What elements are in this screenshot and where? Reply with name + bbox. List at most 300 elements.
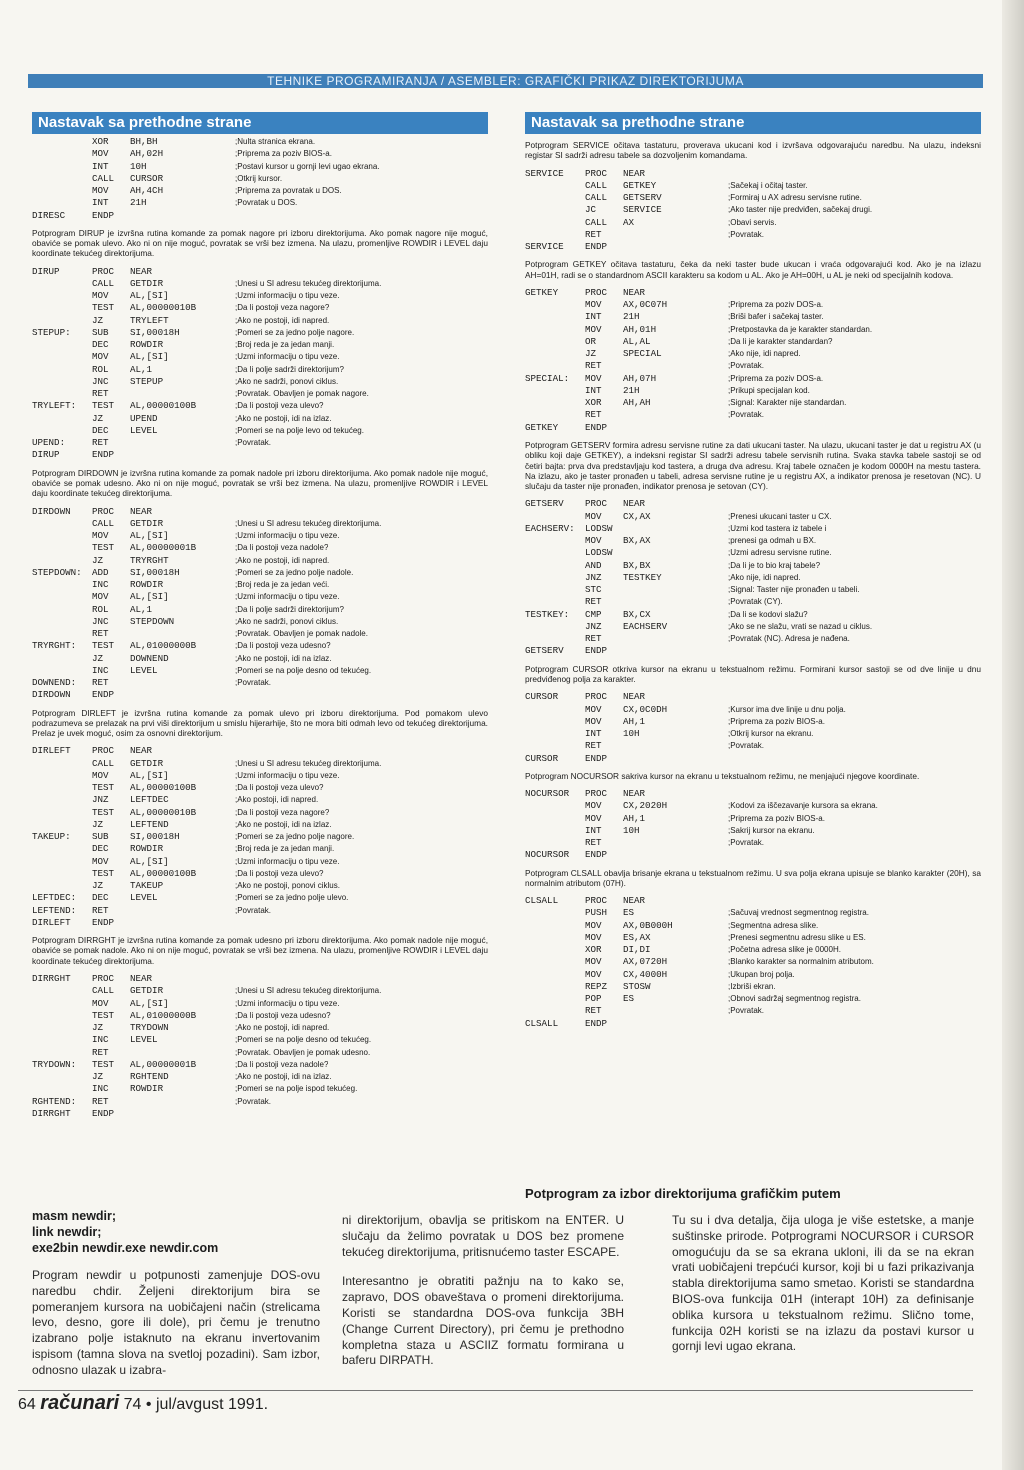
code-label [525, 932, 585, 944]
code-line [32, 197, 488, 209]
code-line [32, 364, 488, 376]
code-label [32, 628, 92, 640]
code-line [525, 535, 981, 547]
code-comment: ;Signal: Karakter nije standardan. [728, 398, 847, 408]
code-label [525, 311, 585, 323]
code-comment: ;Povratak (NC). Adresa je nađena. [728, 634, 850, 644]
code-opcode: INT [585, 384, 602, 396]
code-opcode: TEST [92, 400, 115, 412]
code-operand: AX,0C07H [623, 299, 668, 311]
code-opcode: MOV [585, 800, 602, 812]
code-line [525, 633, 981, 645]
code-operand: RGHTEND [130, 1071, 169, 1083]
code-line [525, 800, 981, 812]
code-line [525, 691, 981, 703]
code-label: NOCURSOR [525, 849, 570, 861]
code-operand: GETDIR [130, 757, 164, 769]
code-line [525, 229, 981, 241]
code-opcode: RET [585, 409, 602, 421]
code-label [32, 425, 92, 437]
code-opcode: OR [585, 335, 597, 347]
code-comment: ;Postavi kursor u gornji levi ugao ekrana. [235, 161, 380, 171]
code-listing [525, 498, 981, 657]
right-column [525, 112, 981, 1182]
code-comment: ;Ako ne postoji, idi na izlaz. [235, 1072, 332, 1082]
code-label [32, 653, 92, 665]
code-line [32, 1108, 488, 1120]
code-operand: SI,00018H [130, 326, 180, 338]
paragraph: Potprogram DIRLEFT je izvršna rutina komande za pomak ulevo pri izboru direktorijuma. Pod pomakom ulevo podrazumeva se prelazak na prvi viši direktorijum u smislu hijerarhije, što ne mora biti odmah levo od tekućeg direktorijuma. Prelaz je uvek moguć, osim za osnovni direktorijum. [32, 707, 488, 739]
code-opcode: ENDP [92, 1107, 115, 1119]
code-operand: AL,AL [623, 335, 651, 347]
code-label [32, 843, 92, 855]
code-operand [130, 689, 235, 701]
code-label [525, 837, 585, 849]
code-operand: CX,4000H [623, 968, 668, 980]
code-comment: ;Povratak. [235, 1096, 272, 1106]
code-operand: ES [623, 993, 635, 1005]
code-line [32, 1083, 488, 1095]
code-comment: ;Povratak. [728, 361, 765, 371]
code-operand: AH,07H [623, 372, 657, 384]
code-line [525, 287, 981, 299]
code-opcode: DEC [92, 339, 109, 351]
code-comment: ;Prenesi ukucani taster u CX. [728, 511, 832, 521]
code-operand: NEAR [623, 498, 646, 510]
code-label: SPECIAL: [525, 372, 570, 384]
code-operand: CURSOR [130, 172, 164, 184]
footer-divider [18, 1390, 973, 1391]
code-opcode: ENDP [585, 752, 608, 764]
code-listing [525, 691, 981, 765]
code-operand: NEAR [623, 895, 646, 907]
code-operand: TESTKEY [623, 571, 662, 583]
code-line [32, 351, 488, 363]
code-comment: ;Priprema za poziv BIOS-a. [235, 149, 332, 159]
code-comment: ;Pomeri se na polje levo od tekućeg. [235, 425, 364, 435]
code-line [32, 339, 488, 351]
code-operand: ROWDIR [130, 1083, 164, 1095]
code-line [32, 290, 488, 302]
code-opcode: TEST [92, 542, 115, 554]
code-operand: 21H [130, 197, 147, 209]
code-comment: ;Ako ne postoji, idi na izlaz. [235, 653, 332, 663]
code-line [32, 1047, 488, 1059]
code-line [32, 173, 488, 185]
code-operand [623, 753, 728, 765]
code-line [525, 825, 981, 837]
code-line [525, 192, 981, 204]
code-comment: ;Da li polje sadrži direktorijum? [235, 364, 344, 374]
code-label: CLSALL [525, 895, 559, 907]
code-comment: ;Povratak. [235, 678, 272, 688]
code-line [525, 1018, 981, 1030]
code-comment: ;Da li polje sadrži direktorijum? [235, 604, 344, 614]
code-opcode: RET [92, 1046, 109, 1058]
code-label [32, 856, 92, 868]
code-operand: NEAR [130, 973, 153, 985]
code-label: SERVICE [525, 241, 564, 253]
command-line: exe2bin newdir.exe newdir.com [32, 1241, 219, 1255]
code-comment: ;Uzmi informaciju o tipu veze. [235, 291, 340, 301]
page-footer [18, 1392, 268, 1415]
code-operand: STEPUP [130, 375, 164, 387]
code-operand [130, 917, 235, 929]
code-opcode: CMP [585, 608, 602, 620]
code-comment: ;Ako ne sadrži, ponovi ciklus. [235, 616, 339, 626]
code-label [32, 555, 92, 567]
code-comment: ;Ako nije, idi napred. [728, 349, 801, 359]
code-comment: ;Ako ne postoji, idi na izlaz. [235, 413, 332, 423]
code-operand: NEAR [623, 788, 646, 800]
code-opcode: PROC [92, 745, 115, 757]
code-opcode: LODSW [585, 522, 613, 534]
code-label [525, 229, 585, 241]
right-column-blocks [525, 140, 981, 1030]
code-comment: ;Uzmi informaciju o tipu veze. [235, 856, 340, 866]
code-label [525, 1005, 585, 1017]
code-label [525, 969, 585, 981]
code-line [32, 892, 488, 904]
code-operand [130, 1108, 235, 1120]
code-comment: ;Pomeri se na polje desno od tekućeg. [235, 665, 372, 675]
code-line [525, 944, 981, 956]
code-operand: AH,4CH [130, 185, 164, 196]
code-operand: AL,00000100B [130, 782, 197, 794]
code-opcode: MOV [92, 351, 109, 363]
code-listing [525, 287, 981, 434]
code-opcode: MOV [585, 715, 602, 727]
code-operand: AL,[SI] [130, 591, 169, 603]
code-opcode: TEST [92, 867, 115, 879]
code-operand [623, 584, 728, 596]
code-opcode: TEST [92, 1009, 115, 1021]
code-comment: ;Povratak. Obavljen je pomak udesno. [235, 1047, 371, 1057]
code-label [32, 998, 92, 1010]
code-opcode: TEST [92, 302, 115, 314]
code-comment: ;Povratak. [728, 410, 765, 420]
code-label [32, 542, 92, 554]
paragraph: Interesantno je obratiti pažnju na to kako se, zapravo, DOS obaveštava o promeni direktorijuma. Koristi se standardna DOS-ova funkcija 3BH (Change Current Directory), pri čemu je prethodno kompletna staza u ASCIIZ formatu formirana u baferu DIRPATH. [342, 1274, 624, 1368]
code-comment: ;Unesi u SI adresu tekućeg direktorijuma. [235, 278, 382, 288]
code-line [32, 591, 488, 603]
code-label [525, 217, 585, 229]
code-comment: ;Uzmi informaciju o tipu veze. [235, 592, 340, 602]
code-operand [130, 210, 235, 222]
code-opcode: MOV [585, 931, 602, 943]
code-label [32, 868, 92, 880]
code-line [525, 932, 981, 944]
code-line [32, 831, 488, 843]
code-line [32, 905, 488, 917]
code-comment: ;Da li je to bio kraj tabele? [728, 560, 821, 570]
code-line [32, 770, 488, 782]
left-column-blocks [32, 136, 488, 1120]
code-label: DIRRGHT [32, 1107, 71, 1119]
code-opcode: MOV [585, 299, 602, 311]
code-comment: ;Povratak. [728, 1006, 765, 1016]
code-label: TESTKEY: [525, 608, 570, 620]
code-opcode: ENDP [92, 689, 115, 701]
code-operand: UPEND [130, 412, 158, 424]
code-operand [623, 837, 728, 849]
code-line [525, 704, 981, 716]
code-line [525, 907, 981, 919]
code-label [525, 993, 585, 1005]
code-line [525, 728, 981, 740]
code-label [525, 192, 585, 204]
code-line [32, 579, 488, 591]
code-line [525, 511, 981, 523]
code-label [32, 1022, 92, 1034]
article-text-col1: Program newdir u potpunosti zamenjuje DOS-ovu naredbu chdir. Željeni direktorijum bira se pomeranjem kursora na uobičajeni način (strelicama levo, desno, gore ili dole), pri čemu je trenutno izabrano polje istaknuto na ekranu invertovanim ispisom (tamna slova na svetloj pozadini). Sam izbor, odnosno ulazak u izabra- [32, 1268, 320, 1377]
code-label [525, 560, 585, 572]
code-label: DIRUP [32, 449, 60, 461]
code-line [32, 315, 488, 327]
code-line [32, 794, 488, 806]
code-line [32, 136, 488, 148]
code-listing [32, 266, 488, 462]
code-opcode: STC [585, 584, 602, 596]
code-opcode: ENDP [585, 421, 608, 433]
code-comment: ;Kursor ima dve linije u dnu polja. [728, 704, 846, 714]
code-operand: BX,BX [623, 559, 651, 571]
code-comment: ;Prenesi segmentnu adresu slike u ES. [728, 932, 866, 942]
code-comment: ;Ako ne postoji, ponovi ciklus. [235, 881, 340, 891]
code-opcode: MOV [92, 530, 109, 542]
code-line [32, 449, 488, 461]
code-label [32, 1083, 92, 1095]
code-comment: ;Priprema za povratak u DOS. [235, 186, 342, 195]
code-label: UPEND: [32, 437, 66, 449]
code-opcode: INT [585, 311, 602, 323]
code-operand [623, 645, 728, 657]
code-label [32, 1047, 92, 1059]
code-line [525, 324, 981, 336]
code-line [32, 567, 488, 579]
code-opcode: RET [92, 388, 109, 400]
code-line [32, 161, 488, 173]
code-label: LEFTEND: [32, 904, 77, 916]
code-opcode: JZ [92, 880, 104, 892]
code-operand [623, 633, 728, 645]
code-comment: ;Ako ne postoji, idi napred. [235, 315, 330, 325]
code-operand [623, 1005, 728, 1017]
code-operand: AX,0720H [623, 956, 668, 968]
code-operand: SI,00018H [130, 566, 180, 578]
code-line [525, 993, 981, 1005]
code-opcode: INC [92, 664, 109, 676]
code-label: DIRLEFT [32, 745, 71, 757]
code-opcode: PROC [585, 286, 608, 298]
code-comment: ;Formiraj u AX adresu servisne rutine. [728, 193, 862, 203]
code-operand: TRYRGHT [130, 554, 169, 566]
code-line [32, 413, 488, 425]
code-label [32, 136, 92, 148]
code-operand: ROWDIR [130, 579, 164, 591]
code-operand: LEVEL [130, 664, 158, 676]
code-label [525, 907, 585, 919]
page-number: 64 [18, 1396, 36, 1413]
code-opcode: CALL [92, 757, 115, 769]
code-label [525, 385, 585, 397]
code-opcode: PUSH [585, 907, 608, 919]
issue-number: 74 [123, 1396, 142, 1413]
code-line [525, 788, 981, 800]
code-label: DOWNEND: [32, 677, 77, 689]
code-operand: ROWDIR [130, 843, 164, 855]
code-label: DIRRGHT [32, 973, 71, 985]
code-label [525, 511, 585, 523]
code-label [32, 185, 92, 197]
code-operand: AL,00000010B [130, 806, 197, 818]
code-line [32, 917, 488, 929]
code-operand: CX,AX [623, 510, 651, 522]
magazine-logo: računari [40, 1392, 120, 1414]
code-operand: SERVICE [623, 204, 662, 216]
code-line [525, 409, 981, 421]
code-line [32, 1022, 488, 1034]
paragraph: Potprogram SERVICE očitava tastaturu, proverava ukucani kod i izvršava odgovarajuću naredbu. Na ulazu, indeksni registar SI sadrži adresu tabele sa dozvoljenim komandama. [525, 140, 981, 161]
code-operand [623, 241, 728, 253]
code-label [32, 315, 92, 327]
code-label [525, 813, 585, 825]
code-operand: AL,01000000B [130, 1009, 197, 1021]
code-label [525, 547, 585, 559]
code-label [525, 716, 585, 728]
code-line [525, 560, 981, 572]
code-label [32, 604, 92, 616]
code-label [525, 825, 585, 837]
code-line [525, 740, 981, 752]
code-operand: GETDIR [130, 277, 164, 289]
code-operand [623, 849, 728, 861]
code-line [32, 689, 488, 701]
code-comment: ;Ako ne postoji, idi napred. [235, 555, 330, 565]
code-line [525, 1005, 981, 1017]
code-comment: ;Unesi u SI adresu tekućeg direktorijuma. [235, 518, 382, 528]
code-label: DIRDOWN [32, 505, 71, 517]
code-label [32, 794, 92, 806]
code-comment: ;Da li postoji veza nadole? [235, 1059, 329, 1069]
issue-date: jul/avgust 1991. [155, 1396, 269, 1413]
code-operand: LEFTDEC [130, 794, 169, 806]
code-opcode: RET [585, 228, 602, 240]
code-label [525, 956, 585, 968]
code-opcode: JZ [92, 412, 104, 424]
code-opcode: MOV [585, 968, 602, 980]
code-opcode: ROL [92, 363, 109, 375]
code-label [32, 518, 92, 530]
code-operand [130, 905, 235, 917]
code-line [525, 397, 981, 409]
code-operand: LEVEL [130, 892, 158, 904]
code-operand [130, 628, 235, 640]
code-opcode: JNC [92, 615, 109, 627]
code-operand: NEAR [623, 286, 646, 298]
code-comment: ;Sačekaj i očitaj taster. [728, 180, 808, 190]
code-label [32, 985, 92, 997]
code-operand: TAKEUP [130, 880, 164, 892]
code-line [525, 716, 981, 728]
code-opcode: RET [92, 437, 109, 449]
code-opcode: PROC [92, 265, 115, 277]
code-opcode: MOV [92, 769, 109, 781]
code-operand: 10H [130, 160, 147, 172]
code-operand: GETDIR [130, 517, 164, 529]
article-text-col3: Tu su i dva detalja, čija uloga je više estetske, a manje suštinske prirode. Potprogrami NOCURSOR i CURSOR omogućuju da se sa ekrana ukloni, ili da se na ekran vrati uobičajeni trepćući kursor, koji bi u fazi prikazivanja stabla direktorijuma samo smetao. Koristi se standardna BIOS-ova funkcija 01H (interapt 10H) za definisanje oblika kursora u tekstualnom režimu. Slično tome, funkcija 02H koristi se na izlazu da postavi kursor u gornji levi ugao ekrana. [672, 1213, 974, 1354]
code-operand: GETSERV [623, 192, 662, 204]
code-label: SERVICE [525, 167, 564, 179]
code-operand: AH,1 [623, 715, 646, 727]
code-opcode: PROC [585, 691, 608, 703]
code-line [32, 518, 488, 530]
code-opcode: MOV [585, 323, 602, 335]
code-label [525, 920, 585, 932]
code-operand: AH,AH [623, 397, 651, 409]
code-line [32, 807, 488, 819]
code-opcode: INC [92, 1083, 109, 1095]
code-operand: AL,00000100B [130, 867, 197, 879]
code-comment: ;Povratak. [728, 229, 765, 239]
code-opcode: JZ [92, 1022, 104, 1034]
code-opcode: MOV [585, 703, 602, 715]
code-comment: ;Pretpostavka da je karakter standardan. [728, 324, 873, 334]
code-comment: ;Nulta stranica ekrana. [235, 137, 316, 146]
code-comment: ;Unesi u SI adresu tekućeg direktorijuma. [235, 986, 382, 996]
code-line [525, 348, 981, 360]
paragraph: Potprogram CURSOR otkriva kursor na ekranu u tekstualnom režimu. Formirani kursor sastoji se od dve linije u dnu predviđenog polja za karakter. [525, 663, 981, 684]
code-operand [130, 437, 235, 449]
code-opcode: XOR [585, 397, 602, 409]
code-label [525, 348, 585, 360]
code-opcode: POP [585, 993, 602, 1005]
code-line [32, 745, 488, 757]
code-opcode: CALL [585, 216, 608, 228]
code-label: EACHSERV: [525, 522, 575, 534]
code-label [525, 596, 585, 608]
code-opcode: DEC [92, 892, 109, 904]
code-line [525, 895, 981, 907]
code-label [525, 944, 585, 956]
code-line [525, 360, 981, 372]
code-line [525, 299, 981, 311]
code-operand: AL,[SI] [130, 855, 169, 867]
code-opcode: DEC [92, 424, 109, 436]
code-label [32, 530, 92, 542]
code-label: TRYLEFT: [32, 400, 77, 412]
code-label: CLSALL [525, 1017, 559, 1029]
code-comment: ;Uzmi informaciju o tipu veze. [235, 531, 340, 541]
code-comment: ;Izbriši ekran. [728, 981, 776, 991]
code-opcode: JZ [92, 818, 104, 830]
code-line [32, 1034, 488, 1046]
code-label [525, 572, 585, 584]
code-line [525, 609, 981, 621]
code-listing [32, 506, 488, 702]
code-line [525, 981, 981, 993]
code-opcode: XOR [92, 136, 109, 147]
code-label [32, 351, 92, 363]
code-comment: ;Početna adresa slike je 0000H. [728, 945, 841, 955]
code-label [32, 413, 92, 425]
code-line [525, 385, 981, 397]
code-opcode: JZ [92, 1071, 104, 1083]
article-text-col2 [342, 1213, 624, 1369]
code-opcode: SUB [92, 831, 109, 843]
code-line [525, 523, 981, 535]
code-operand: AX [623, 216, 635, 228]
